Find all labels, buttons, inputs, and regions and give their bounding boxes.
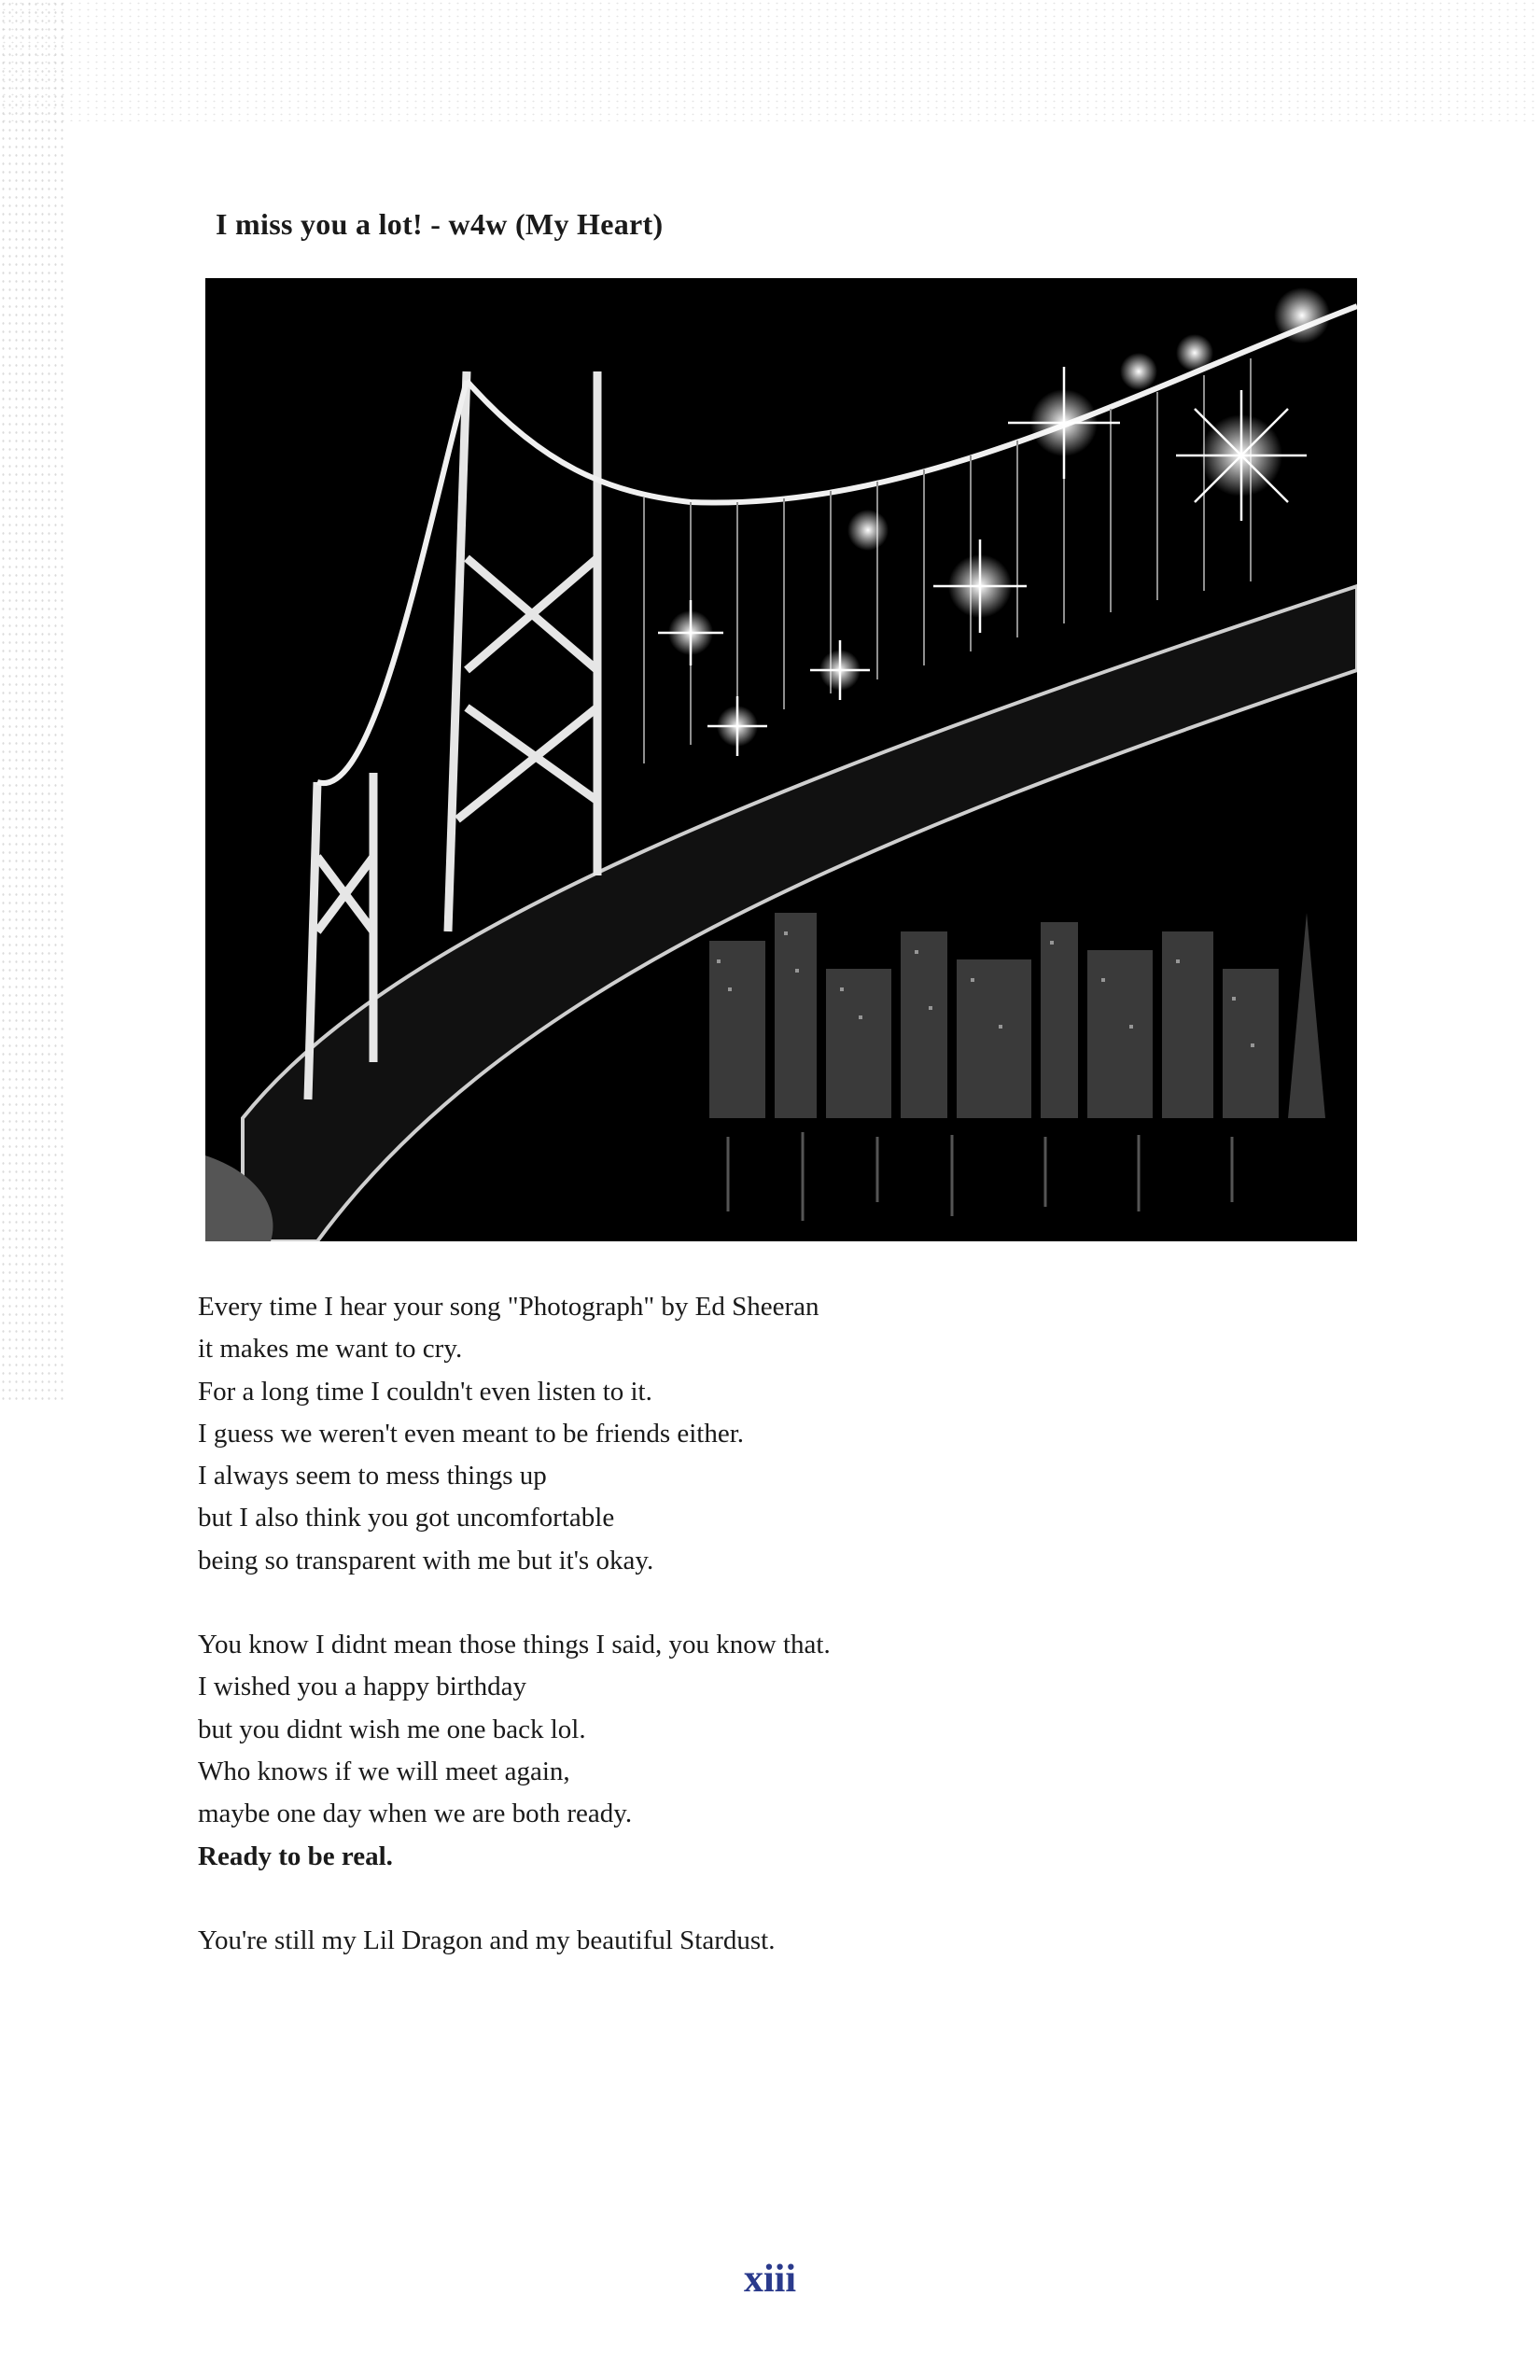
stanza-spacer <box>198 1582 1318 1624</box>
poem-line: For a long time I couldn't even listen to it. <box>198 1376 652 1407</box>
stanza-spacer <box>198 1878 1318 1920</box>
poem-line: I wished you a happy birthday <box>198 1672 526 1702</box>
poem-line: I guess we weren't even meant to be friends either. <box>198 1418 745 1449</box>
scan-noise-left <box>0 0 65 1400</box>
page-number: xiii <box>743 2258 796 2301</box>
poem-line: being so transparent with me but it's okay. <box>198 1545 654 1575</box>
poem-line: it makes me want to cry. <box>198 1334 463 1365</box>
poem-body <box>198 1286 1318 1962</box>
page-title: I miss you a lot! - w4w (My Heart) <box>216 207 664 241</box>
poem-line: I always seem to mess things up <box>198 1461 547 1491</box>
stanza-2 <box>198 1624 1318 1878</box>
poem-line: but I also think you got uncomfortable <box>198 1503 615 1533</box>
poem-line-emphasis: Ready to be real. <box>198 1841 393 1871</box>
poem-line: maybe one day when we are both ready. <box>198 1799 633 1829</box>
scan-noise-top <box>0 0 1540 121</box>
poem-line: Who knows if we will meet again, <box>198 1756 570 1786</box>
stanza-1 <box>198 1286 1318 1582</box>
poem-line: but you didnt wish me one back lol. <box>198 1714 586 1744</box>
poem-closing-line: You're still my Lil Dragon and my beautiful Stardust. <box>198 1925 776 1955</box>
poem-line: You know I didnt mean those things I said, you know that. <box>198 1630 831 1660</box>
poem-line: Every time I hear your song "Photograph" by Ed Sheeran <box>198 1292 819 1322</box>
night-bridge-photo <box>205 278 1357 1241</box>
